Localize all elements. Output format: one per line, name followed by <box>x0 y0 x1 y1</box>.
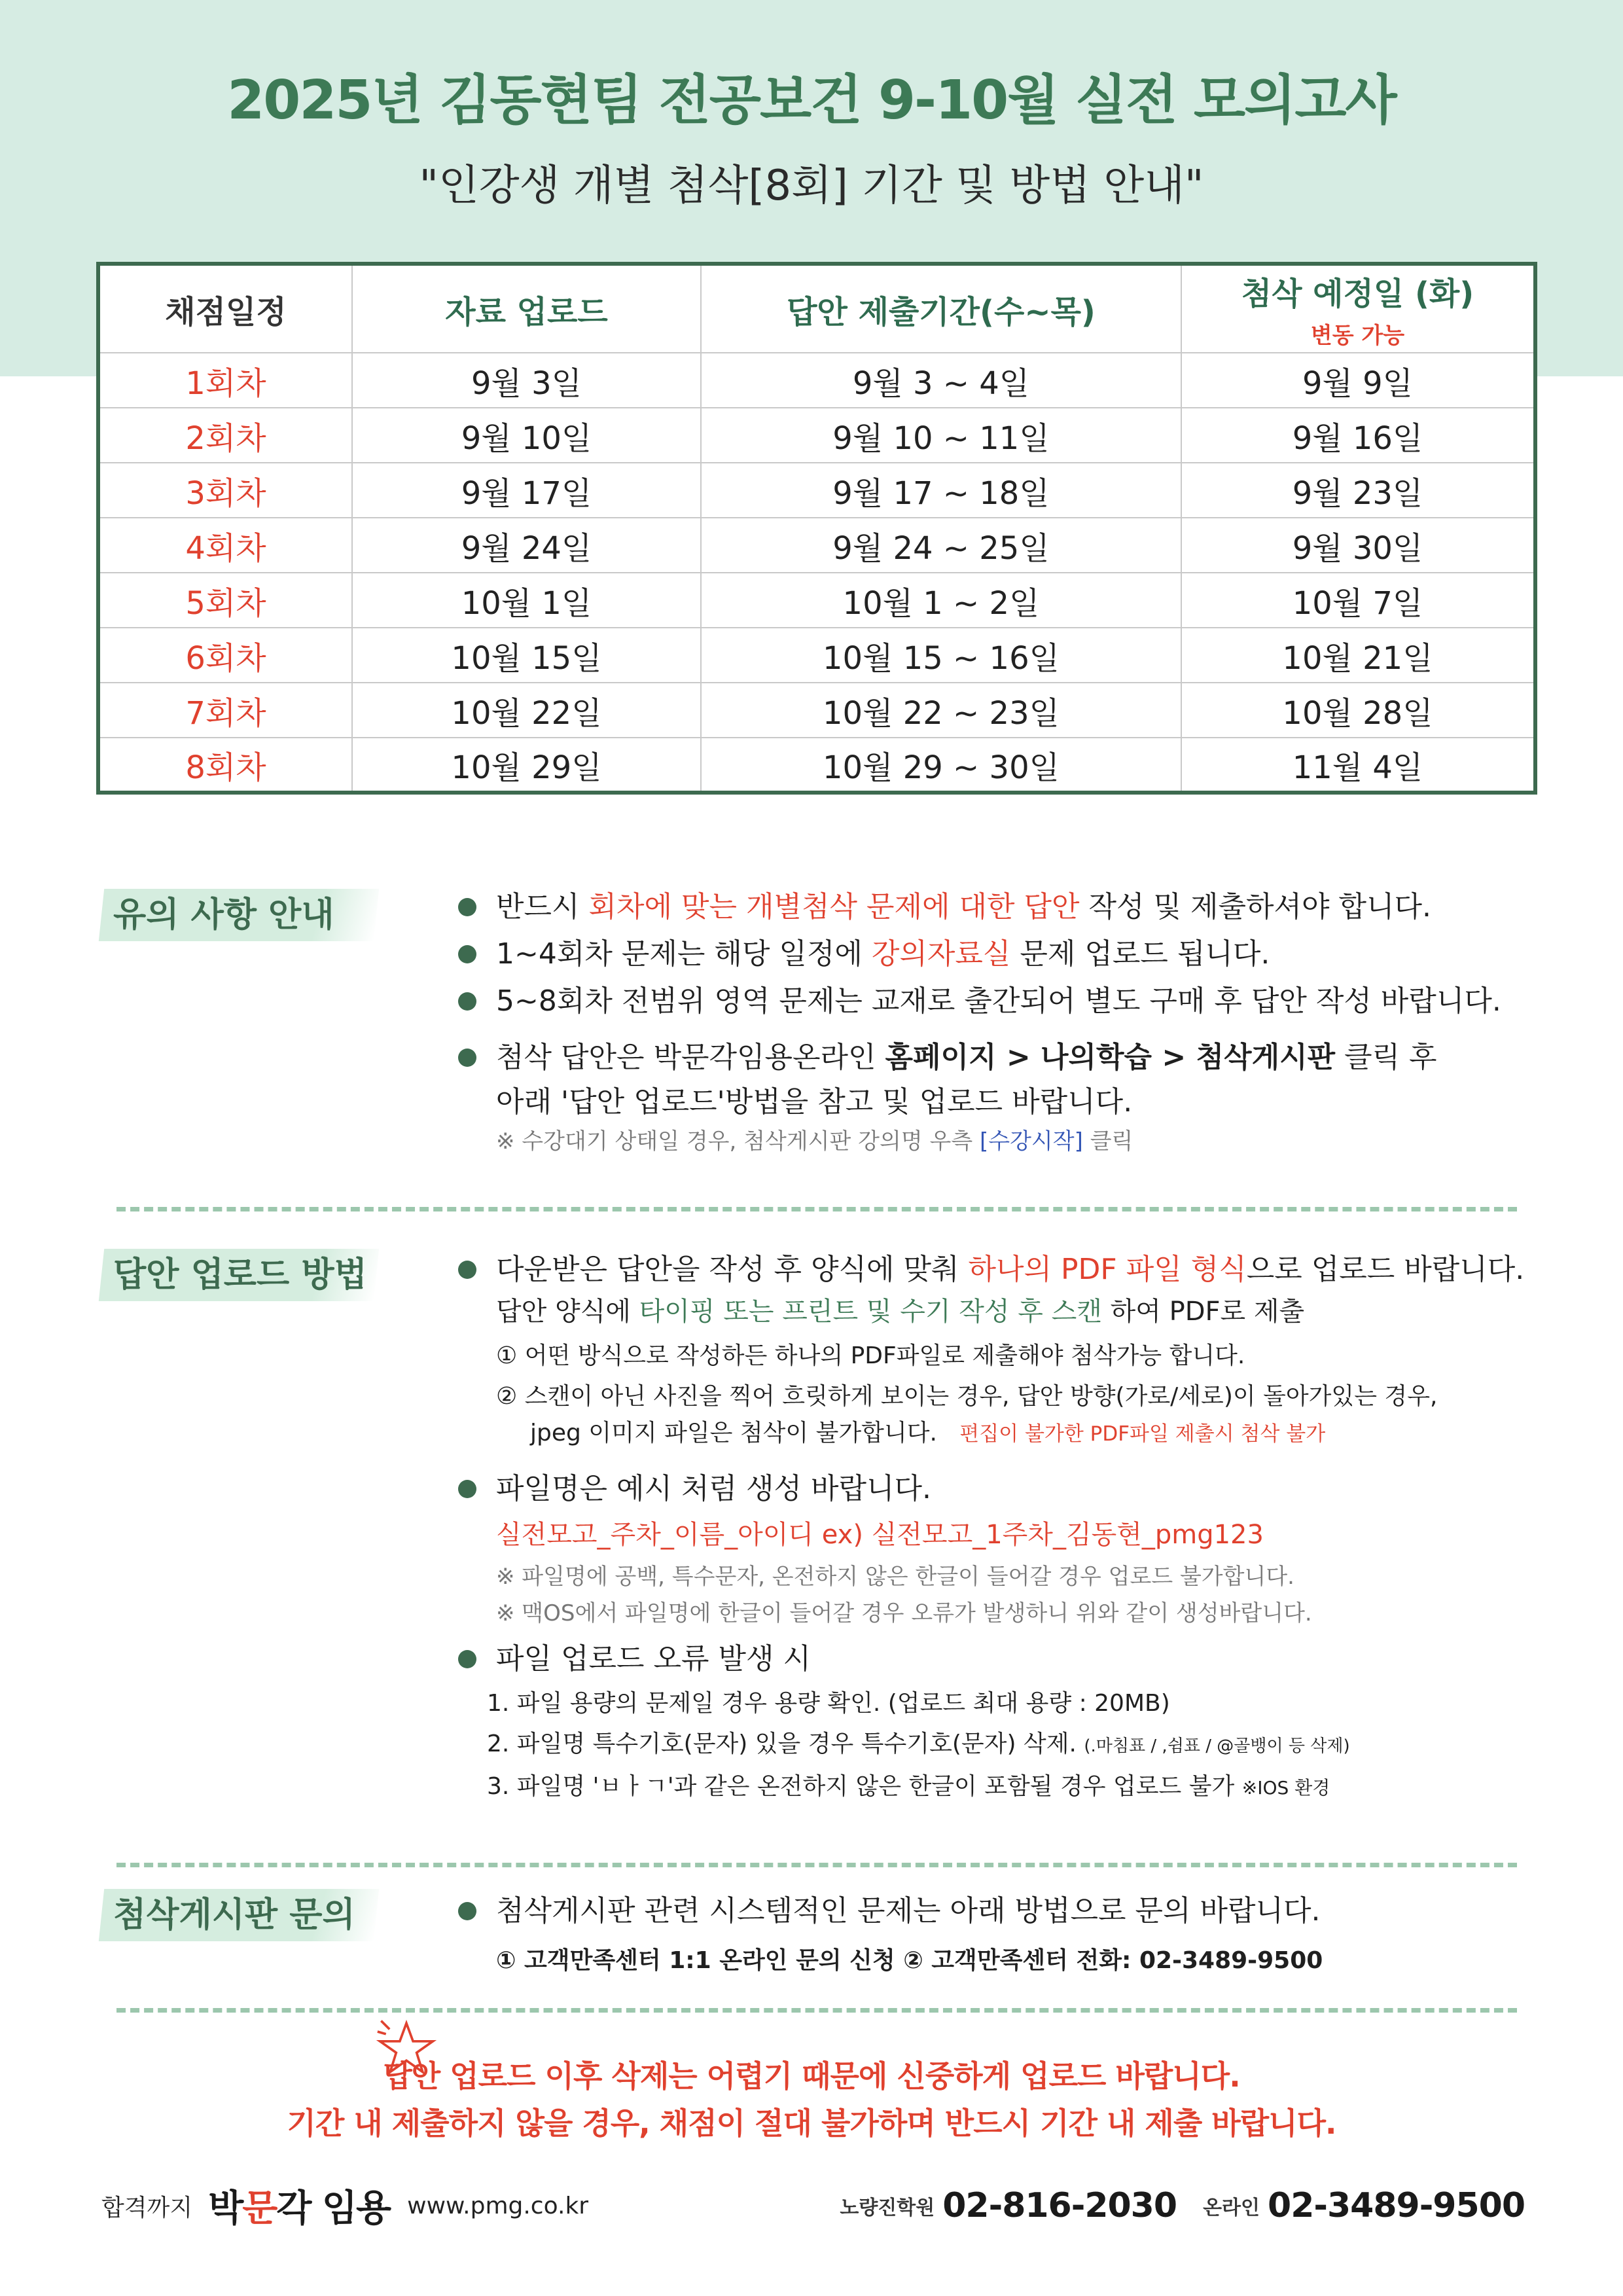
table-row <box>98 628 1535 683</box>
list-item: 첨삭게시판 관련 시스템적인 문제는 아래 방법으로 문의 바랍니다. <box>458 1889 1544 1933</box>
notice-bullets <box>458 885 1544 1158</box>
review-cell: 10월 7일 <box>1181 573 1535 628</box>
table-row <box>98 463 1535 518</box>
section-label-inquiry: 첨삭게시판 문의 <box>99 1889 379 1941</box>
submit-cell: 9월 24 ~ 25일 <box>701 518 1181 573</box>
review-cell: 9월 9일 <box>1181 353 1535 408</box>
error-item-2: 2. 파일명 특수기호(문자) 있을 경우 특수기호(문자) 삭제. (.마침표 / ,쉼표 / @골뱅이 등 삭제) <box>487 1731 1350 1757</box>
round-cell: 5회차 <box>98 573 352 628</box>
round-cell: 1회차 <box>98 353 352 408</box>
round-cell: 6회차 <box>98 628 352 683</box>
page-subtitle: "인강생 개별 첨삭[8회] 기간 및 방법 안내" <box>419 162 1204 210</box>
table-header-row <box>98 264 1535 353</box>
list-item: 다운받은 답안을 작성 후 양식에 맞춰 하나의 PDF 파일 형식으로 업로드 바랍니다. <box>458 1247 1544 1292</box>
submit-cell: 9월 3 ~ 4일 <box>701 353 1181 408</box>
submit-cell: 10월 15 ~ 16일 <box>701 628 1181 683</box>
dashed-divider <box>116 1863 1517 1867</box>
list-item: 1~4회차 문제는 해당 일정에 강의자료실 문제 업로드 됩니다. <box>458 932 1544 977</box>
list-item: 반드시 회차에 맞는 개별첨삭 문제에 대한 답안 작성 및 제출하셔야 합니다. <box>458 885 1544 929</box>
upload-cell: 9월 10일 <box>352 408 701 463</box>
header-upload: 자료 업로드 <box>352 264 701 353</box>
bullet-dot <box>458 945 476 963</box>
submit-cell: 10월 1 ~ 2일 <box>701 573 1181 628</box>
round-cell: 2회차 <box>98 408 352 463</box>
error-item-3: 3. 파일명 'ㅂㅏㄱ'과 같은 온전하지 않은 한글이 포함될 경우 업로드 불가 ※IOS 환경 <box>487 1773 1330 1800</box>
footer-phone-online: 02-3489-9500 <box>1268 2186 1525 2225</box>
upload-cell: 9월 24일 <box>352 518 701 573</box>
table-row <box>98 518 1535 573</box>
section-label-notice: 유의 사항 안내 <box>99 889 379 941</box>
submit-cell: 10월 29 ~ 30일 <box>701 738 1181 793</box>
filename-example: 실전모고_주차_이름_아이디 ex) 실전모고_1주차_김동현_pmg123 <box>496 1520 1264 1550</box>
header-review <box>1181 264 1535 353</box>
closing-line-2: 기간 내 제출하지 않을 경우, 채점이 절대 불가하며 반드시 기간 내 제출 바랍니다. <box>287 2106 1336 2141</box>
schedule-table <box>96 262 1537 795</box>
round-cell: 3회차 <box>98 463 352 518</box>
list-item: 파일명은 예시 처럼 생성 바랍니다. <box>458 1467 1544 1511</box>
footer-url[interactable]: www.pmg.co.kr <box>407 2192 589 2219</box>
list-item: 파일 업로드 오류 발생 시 <box>458 1637 1544 1681</box>
footer-label-online: 온라인 <box>1203 2197 1260 2219</box>
filename-note-2: ※ 맥OS에서 파일명에 한글이 들어갈 경우 오류가 발생하니 위와 같이 생성바랍니다. <box>496 1600 1312 1626</box>
header-round: 채점일정 <box>98 264 352 353</box>
round-cell: 7회차 <box>98 683 352 738</box>
upload-b1-line2: 답안 양식에 타이핑 또는 프린트 및 수기 작성 후 스캔 하여 PDF로 제출 <box>496 1297 1305 1327</box>
submit-cell: 9월 10 ~ 11일 <box>701 408 1181 463</box>
upload-note-1: ① 어떤 방식으로 작성하든 하나의 PDF파일로 제출해야 첨삭가능 합니다. <box>496 1342 1245 1369</box>
list-item: 5~8회차 전범위 영역 문제는 교재로 출간되어 별도 구매 후 답안 작성 바랍니다. <box>458 979 1544 1024</box>
closing-line-1: 답안 업로드 이후 삭제는 어렵기 때문에 신중하게 업로드 바랍니다. <box>383 2058 1240 2094</box>
table-row <box>98 573 1535 628</box>
inquiry-bullets <box>458 1889 1544 1979</box>
upload-cell: 10월 29일 <box>352 738 701 793</box>
review-cell: 9월 16일 <box>1181 408 1535 463</box>
inquiry-contacts: ① 고객만족센터 1:1 온라인 문의 신청 ② 고객만족센터 전화: 02-3489-9500 <box>496 1947 1323 1974</box>
table-row <box>98 738 1535 793</box>
round-cell: 4회차 <box>98 518 352 573</box>
footer-brand <box>101 2179 588 2232</box>
filename-note-1: ※ 파일명에 공백, 특수문자, 온전하지 않은 한글이 들어갈 경우 업로드 불가합니다. <box>496 1564 1294 1590</box>
submit-cell: 10월 22 ~ 23일 <box>701 683 1181 738</box>
review-cell: 10월 28일 <box>1181 683 1535 738</box>
bullet-dot <box>458 1650 476 1668</box>
upload-note-2: ② 스캔이 아닌 사진을 찍어 흐릿하게 보이는 경우, 답안 방향(가로/세로)이 돌아가있는 경우, <box>496 1383 1438 1410</box>
table-row <box>98 408 1535 463</box>
upload-cell: 10월 15일 <box>352 628 701 683</box>
notice-note: ※ 수강대기 상태일 경우, 첨삭게시판 강의명 우측 [수강시작] 클릭 <box>496 1128 1133 1155</box>
upload-bullets <box>458 1247 1544 1806</box>
bullet-dot <box>458 898 476 916</box>
header-review-label: 첨삭 예정일 (화) <box>1241 276 1474 312</box>
bullet-dot <box>458 1261 476 1279</box>
bullet-dot <box>458 1902 476 1920</box>
upload-note-2b: jpeg 이미지 파일은 첨삭이 불가합니다. 편집이 불가한 PDF파일 제출시 첨삭 불가 <box>530 1420 1326 1446</box>
submit-cell: 9월 17 ~ 18일 <box>701 463 1181 518</box>
footer-phone-campus: 02-816-2030 <box>942 2186 1177 2225</box>
brand-logo: 박문각 임용 <box>208 2187 391 2230</box>
upload-cell: 10월 22일 <box>352 683 701 738</box>
list-item: 첨삭 답안은 박문각임용온라인 홈페이지 > 나의학습 > 첨삭게시판 클릭 후 아래 '답안 업로드'방법을 참고 및 업로드 바랍니다. <box>458 1035 1544 1124</box>
error-item-1: 1. 파일 용량의 문제일 경우 용량 확인. (업로드 최대 용량 : 20MB) <box>487 1690 1170 1717</box>
upload-cell: 10월 1일 <box>352 573 701 628</box>
review-cell: 10월 21일 <box>1181 628 1535 683</box>
review-cell: 9월 23일 <box>1181 463 1535 518</box>
upload-cell: 9월 3일 <box>352 353 701 408</box>
footer-tagline: 합격까지 <box>101 2194 193 2221</box>
bullet-dot <box>458 1049 476 1067</box>
header-submit: 답안 제출기간(수~목) <box>701 264 1181 353</box>
dashed-divider <box>116 1207 1517 1211</box>
review-cell: 11월 4일 <box>1181 738 1535 793</box>
bullet-dot <box>458 992 476 1011</box>
table-row <box>98 353 1535 408</box>
upload-cell: 9월 17일 <box>352 463 701 518</box>
footer-contacts <box>840 2179 1525 2232</box>
section-label-upload: 답안 업로드 방법 <box>99 1249 379 1301</box>
review-cell: 9월 30일 <box>1181 518 1535 573</box>
bullet-dot <box>458 1480 476 1498</box>
dashed-divider <box>116 2008 1517 2013</box>
footer-label-campus: 노량진학원 <box>840 2197 935 2219</box>
table-row <box>98 683 1535 738</box>
header-review-note: 변동 가능 <box>1310 323 1405 349</box>
round-cell: 8회차 <box>98 738 352 793</box>
page-title: 2025년 김동현팀 전공보건 9-10월 실전 모의고사 <box>227 69 1396 132</box>
